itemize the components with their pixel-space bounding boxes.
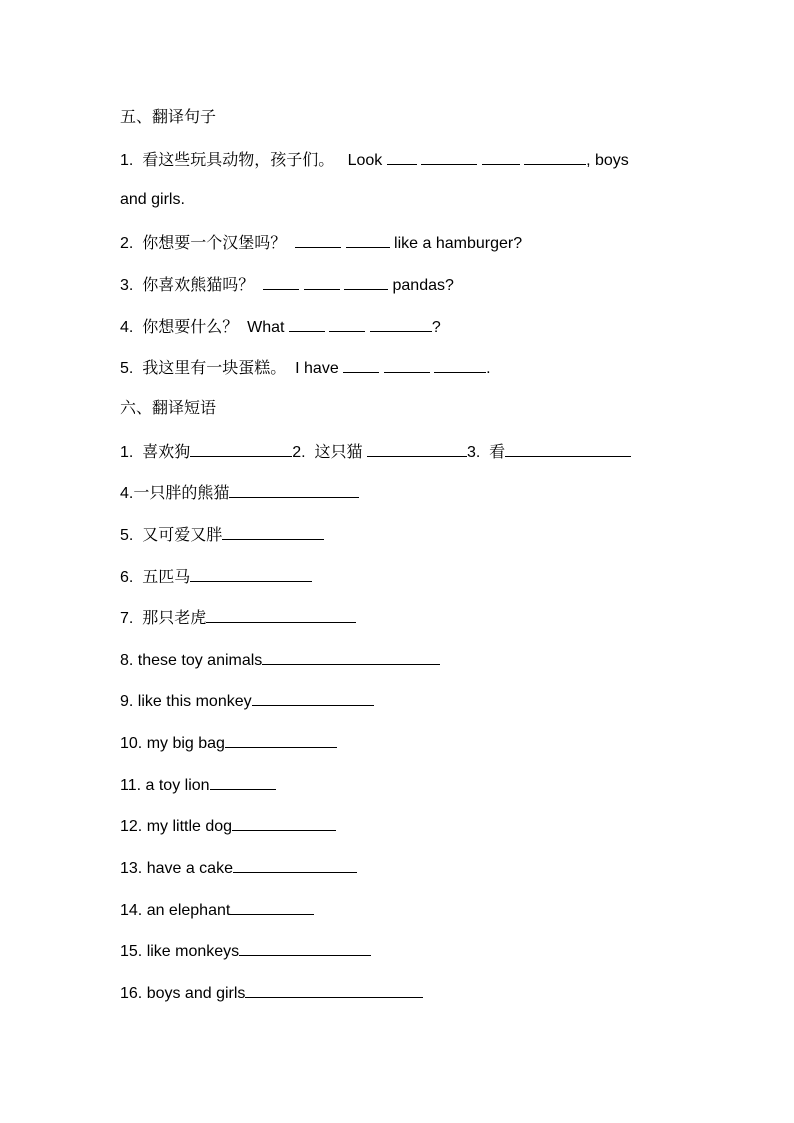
answer-blank[interactable] — [304, 274, 340, 290]
sentence-5 — [120, 357, 491, 379]
answer-blank[interactable] — [524, 149, 586, 165]
phrase-4 — [120, 482, 359, 504]
phrase-2-label: 2. 这只猫 — [292, 444, 367, 461]
sentence-5-chinese: 5. 我这里有一块蛋糕。 — [120, 360, 296, 377]
phrase-12-label: 12. my little dog — [120, 818, 233, 835]
sentence-2-english-end: like a hamburger? — [389, 235, 523, 252]
phrase-13-label: 13. have a cake — [120, 860, 233, 877]
phrase-3-label: 3. 看 — [466, 444, 506, 461]
phrase-11 — [120, 774, 276, 796]
answer-blank[interactable] — [225, 732, 337, 748]
phrase-12 — [120, 815, 336, 837]
phrase-13 — [120, 857, 357, 879]
answer-blank[interactable] — [295, 232, 341, 248]
answer-blank[interactable] — [482, 149, 520, 165]
phrase-6 — [120, 566, 312, 588]
sentence-3-chinese: 3. 你喜欢熊猫吗？ — [120, 277, 264, 294]
sentence-1-continued: and girls. — [120, 191, 185, 208]
phrase-10-label: 10. my big bag — [120, 735, 225, 752]
answer-blank[interactable] — [232, 815, 336, 831]
phrase-16 — [120, 982, 423, 1004]
phrase-9-label: 9. like this monkey — [120, 693, 252, 710]
answer-blank[interactable] — [346, 232, 390, 248]
answer-blank[interactable] — [370, 316, 432, 332]
phrase-5 — [120, 524, 324, 546]
phrase-15-label: 15. like monkeys — [120, 943, 240, 960]
sentence-3-english-end: pandas? — [388, 277, 454, 294]
answer-blank[interactable] — [222, 524, 324, 540]
phrase-6-label: 6. 五匹马 — [120, 569, 191, 586]
sentence-1-english-start: Look — [347, 152, 387, 169]
answer-blank[interactable] — [190, 566, 312, 582]
sentence-1-english-end: , boys — [586, 152, 629, 169]
phrase-16-label: 16. boys and girls — [120, 985, 246, 1002]
answer-blank[interactable] — [421, 149, 477, 165]
answer-blank[interactable] — [210, 774, 276, 790]
answer-blank[interactable] — [230, 899, 314, 915]
phrase-4-label: 4.一只胖的熊猫 — [120, 485, 230, 502]
answer-blank[interactable] — [434, 357, 486, 373]
phrase-5-label: 5. 又可爱又胖 — [120, 527, 223, 544]
phrase-9 — [120, 690, 374, 712]
answer-blank[interactable] — [206, 607, 356, 623]
phrase-row-1-3 — [120, 441, 631, 463]
sentence-4 — [120, 316, 441, 338]
answer-blank[interactable] — [263, 274, 299, 290]
answer-blank[interactable] — [229, 482, 359, 498]
phrase-7-label: 7. 那只老虎 — [120, 610, 207, 627]
sentence-4-chinese: 4. 你想要什么？ — [120, 319, 248, 336]
section-6-heading: 六、翻译短语 — [120, 400, 217, 417]
sentence-3 — [120, 274, 454, 296]
section-5-heading: 五、翻译句子 — [120, 109, 217, 126]
sentence-2-chinese: 2. 你想要一个汉堡吗？ — [120, 235, 296, 252]
sentence-1-chinese: 1. 看这些玩具动物，孩子们。 — [120, 152, 348, 169]
answer-blank[interactable] — [190, 441, 292, 457]
sentence-2 — [120, 232, 522, 254]
phrase-7 — [120, 607, 356, 629]
sentence-4-english-end: ? — [431, 319, 441, 336]
answer-blank[interactable] — [343, 357, 379, 373]
phrase-14 — [120, 899, 314, 921]
phrase-15 — [120, 940, 371, 962]
answer-blank[interactable] — [344, 274, 388, 290]
phrase-14-label: 14. an elephant — [120, 902, 231, 919]
answer-blank[interactable] — [329, 316, 365, 332]
sentence-4-english-start: What — [247, 319, 289, 336]
phrase-10 — [120, 732, 337, 754]
answer-blank[interactable] — [245, 982, 423, 998]
phrase-11-label: 11. a toy lion — [120, 777, 210, 794]
answer-blank[interactable] — [367, 441, 467, 457]
sentence-1 — [120, 149, 629, 171]
answer-blank[interactable] — [289, 316, 325, 332]
phrase-8-label: 8. these toy animals — [120, 652, 263, 669]
answer-blank[interactable] — [387, 149, 417, 165]
answer-blank[interactable] — [384, 357, 430, 373]
answer-blank[interactable] — [505, 441, 631, 457]
answer-blank[interactable] — [252, 690, 374, 706]
sentence-5-english-end: . — [486, 360, 491, 377]
answer-blank[interactable] — [262, 649, 440, 665]
answer-blank[interactable] — [239, 940, 371, 956]
phrase-1-label: 1. 喜欢狗 — [120, 444, 191, 461]
answer-blank[interactable] — [233, 857, 357, 873]
sentence-5-english-start: I have — [295, 360, 344, 377]
phrase-8 — [120, 649, 440, 671]
